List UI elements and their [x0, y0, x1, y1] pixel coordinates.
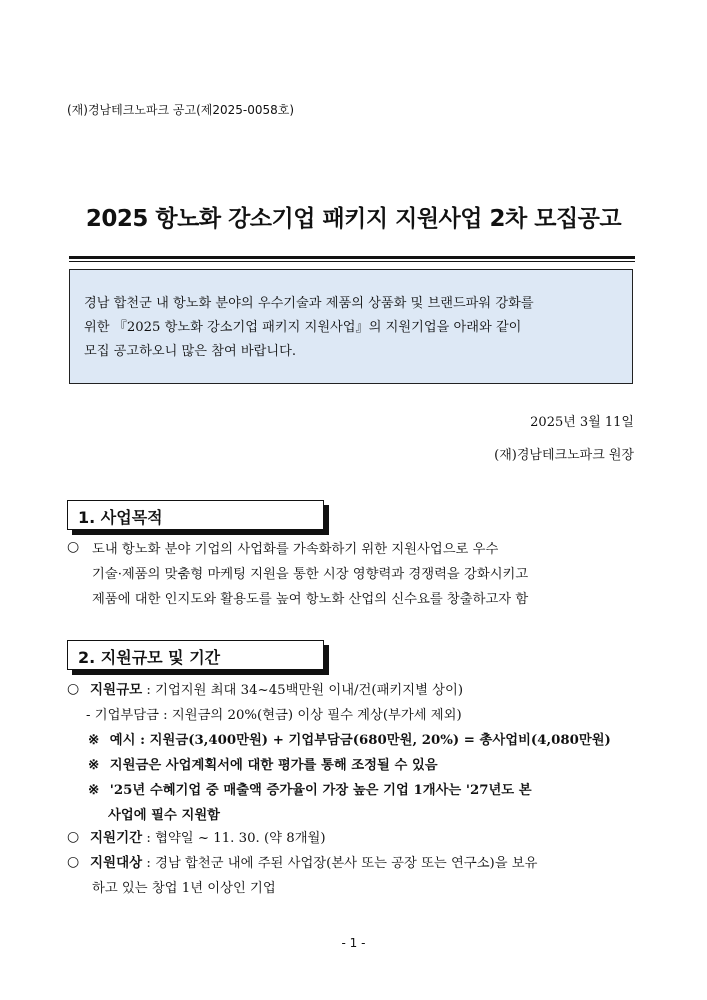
- period-bullet: ○: [67, 829, 80, 845]
- support-target-label: 지원대상: [90, 855, 143, 871]
- note-mark: ※: [88, 758, 100, 773]
- note-adjustment: [88, 753, 438, 778]
- support-scale-label: 지원규모: [90, 682, 143, 698]
- intro-line-2: 위한 『2025 항노화 강소기업 패키지 지원사업』의 지원기업을 아래와 같이: [84, 320, 522, 335]
- section-1-bullet: ○: [67, 539, 80, 555]
- note-example-text: 예시 : 지원금(3,400만원) + 기업부담금(680만원, 20%) = 총사업비(4,080만원): [109, 733, 611, 748]
- intro-line-1: 경남 합천군 내 항노화 분야의 우수기술과 제품의 상품화 및 브랜드파워 강화를: [84, 296, 534, 311]
- support-target-line-2: 하고 있는 창업 1년 이상인 기업: [92, 881, 276, 896]
- support-target-text: : 경남 합천군 내에 주된 사업장(본사 또는 공장 또는 연구소)을 보유: [142, 856, 538, 871]
- note-mandatory: [88, 778, 532, 803]
- note-adjustment-text: 지원금은 사업계획서에 대한 평가를 통해 조정될 수 있음: [109, 758, 438, 773]
- intro-line-3: 모집 공고하오니 많은 참여 바랍니다.: [84, 344, 297, 359]
- support-period-text: : 협약일 ~ 11. 30. (약 8개월): [142, 831, 326, 846]
- intro-box: [69, 269, 633, 384]
- section-1-heading: 1. 사업목적: [67, 500, 324, 530]
- document-title: 2025 항노화 강소기업 패키지 지원사업 2차 모집공고: [85, 206, 622, 232]
- title-rule-thin: [69, 261, 635, 262]
- support-period-item: [90, 826, 326, 851]
- scale-bullet: ○: [67, 681, 80, 697]
- note-mark: ※: [88, 783, 100, 798]
- section-1-line-3: 제품에 대한 인지도와 활용도를 높여 항노화 산업의 신수요를 창출하고자 함: [92, 592, 529, 607]
- note-mandatory-line-2: 사업에 필수 지원함: [108, 808, 221, 823]
- page-number: - 1 -: [341, 936, 366, 950]
- announcement-date: 2025년 3월 11일: [530, 415, 634, 430]
- support-period-label: 지원기간: [90, 830, 143, 846]
- section-2-heading: 2. 지원규모 및 기간: [67, 640, 324, 670]
- issuer-signature: (재)경남테크노파크 원장: [494, 448, 634, 463]
- note-mark: ※: [88, 733, 100, 748]
- section-1-line-1: 도내 항노화 분야 기업의 사업화를 가속화하기 위한 지원사업으로 우수: [92, 542, 499, 557]
- note-example: [88, 728, 611, 753]
- support-scale-text: : 기업지원 최대 34~45백만원 이내/건(패키지별 상이): [142, 683, 464, 698]
- support-target-item: [90, 851, 537, 876]
- company-burden-item: - 기업부담금 : 지원금의 20%(현금) 이상 필수 계상(부가세 제외): [86, 708, 462, 723]
- note-mandatory-line-1: '25년 수혜기업 중 매출액 증가율이 가장 높은 기업 1개사는 '27년도 본: [109, 783, 532, 798]
- section-1-line-2: 기술·제품의 맞춤형 마케팅 지원을 통한 시장 영향력과 경쟁력을 강화시키고: [92, 567, 529, 582]
- target-bullet: ○: [67, 854, 80, 870]
- support-scale-item: [90, 678, 463, 703]
- announcement-number: (재)경남테크노파크 공고(제2025-0058호): [67, 103, 295, 117]
